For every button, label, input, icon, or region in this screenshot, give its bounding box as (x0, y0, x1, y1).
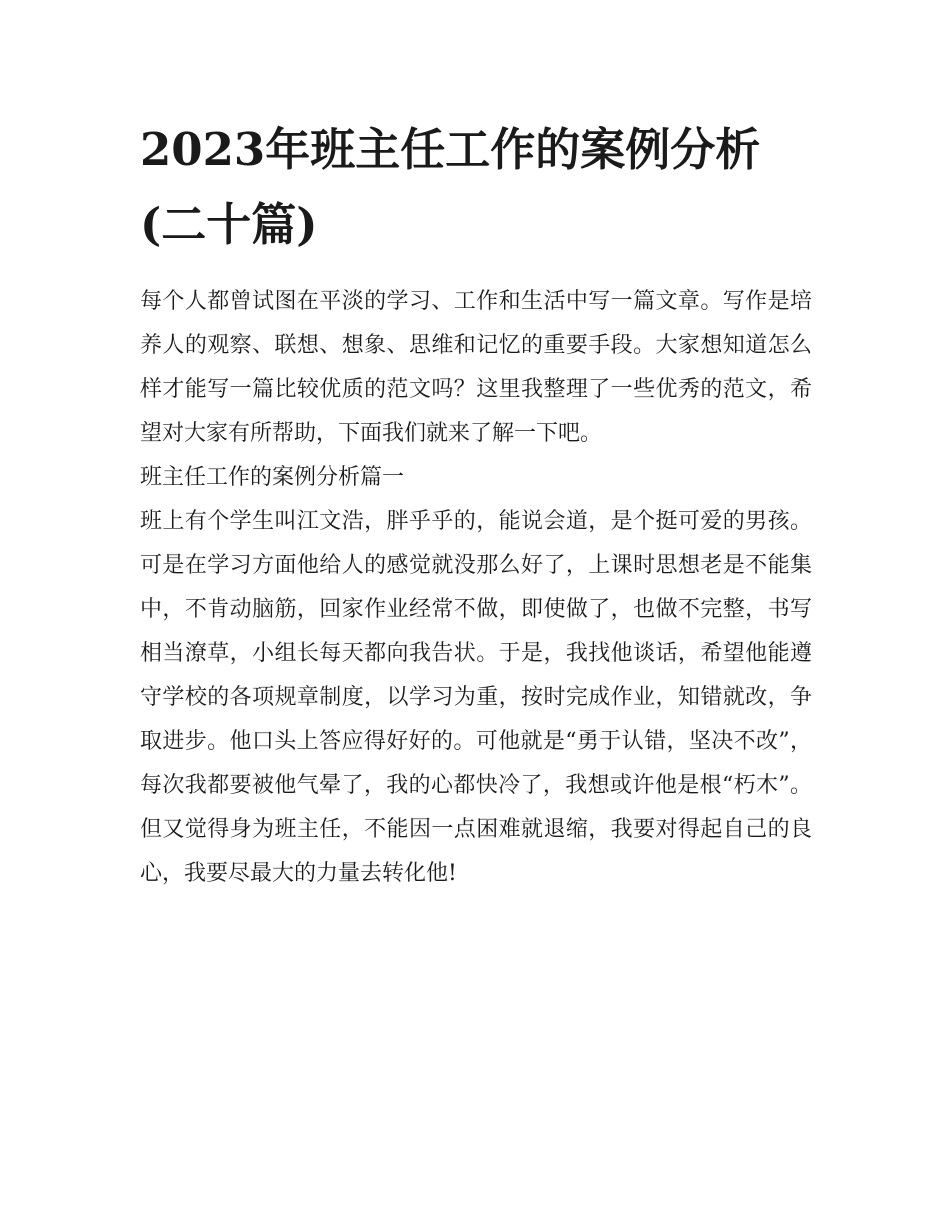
section-paragraph: 班上有个学生叫江文浩，胖乎乎的，能说会道，是个挺可爱的男孩。可是在学习方面他给人的感觉就没那么好了，上课时思想老是不能集中，不肯动脑筋，回家作业经常不做，即使做了，也做不完整，书写相当潦草，小组长每天都向我告状。于是，我找他谈话，希望他能遵守学校的各项规章制度，以学习为重，按时完成作业，知错就改，争取进步。他口头上答应得好好的。可他就是“勇于认错，坚决不改”，每次我都要被他气晕了，我的心都快冷了，我想或许他是根“朽木”。但又觉得身为班主任，不能因一点困难就退缩，我要对得起自己的良心，我要尽最大的力量去转化他! (140, 509, 812, 886)
document-body (140, 280, 812, 896)
document-title: 2023年班主任工作的案例分析(二十篇) (140, 123, 761, 251)
section-heading: 班主任工作的案例分析篇一 (140, 465, 405, 490)
intro-paragraph: 每个人都曾试图在平淡的学习、工作和生活中写一篇文章。写作是培养人的观察、联想、想象、思维和记忆的重要手段。大家想知道怎么样才能写一篇比较优质的范文吗？这里我整理了一些优秀的范文，希望对大家有所帮助，下面我们就来了解一下吧。 (140, 289, 812, 446)
